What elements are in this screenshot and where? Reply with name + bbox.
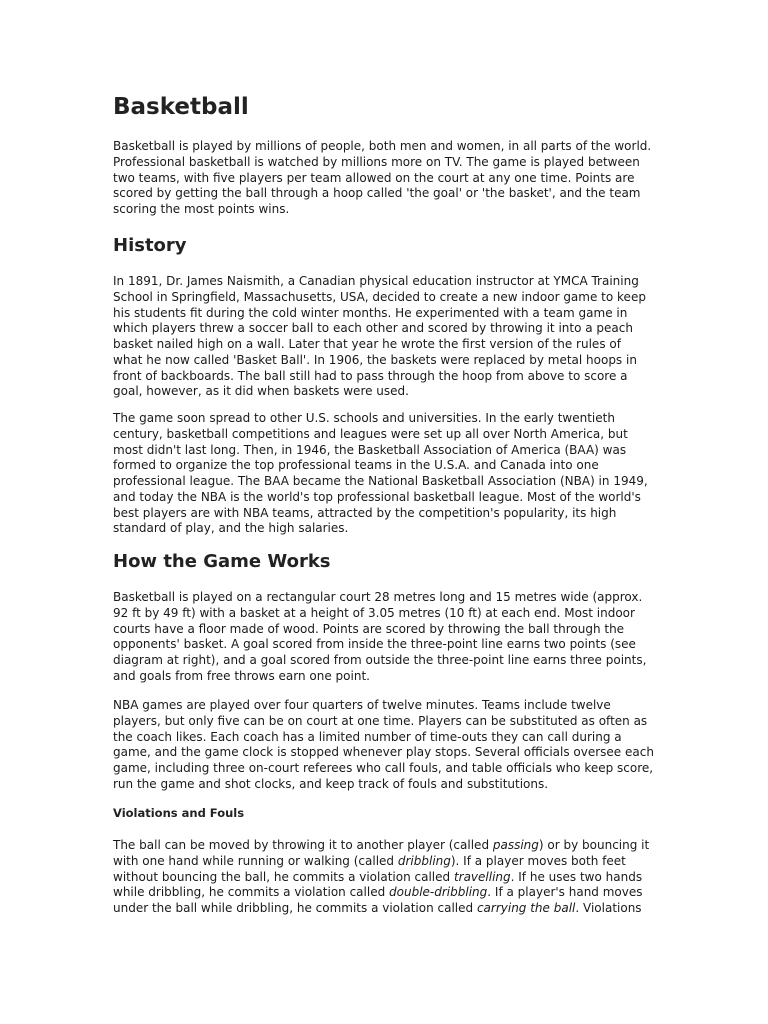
term-travelling: travelling	[453, 869, 511, 884]
how-the-game-works-heading: How the Game Works	[113, 551, 331, 572]
text-line: run the game and shot clocks, and keep track of fouls and substitutions.	[113, 776, 549, 791]
text-line: NBA games are played over four quarters of twelve minutes. Teams include twelve	[113, 698, 611, 712]
text-line: goal, however, as it did when baskets were used.	[113, 384, 409, 399]
text-run: ). If a player moves both feet	[450, 853, 626, 868]
text-line: his students fit during the cold winter months. He experimented with a team game in	[113, 305, 628, 320]
text-line: scoring the most points wins.	[113, 202, 290, 216]
text-line: scored by getting the ball through a hoop called 'the goal' or 'the basket', and the team	[113, 186, 641, 201]
text-line: Basketball is played on a rectangular court 28 metres long and 15 metres wide (approx.	[113, 590, 643, 604]
intro-paragraph	[113, 139, 658, 218]
text-line: professional league. The BAA became the National Basketball Association (NBA) in 1949,	[113, 474, 648, 488]
text-line: best players are with NBA teams, attracted by the competition's popularity, its high	[113, 505, 617, 520]
text-line: formed to organize the top professional teams in the U.S.A. and Canada into one	[113, 458, 599, 473]
text-run: . If a player's hand moves	[487, 885, 643, 900]
text-line: opponents' basket. A goal scored from inside the three-point line earns two points (see	[113, 637, 636, 652]
text-line	[113, 901, 658, 917]
text-line: which players threw a soccer ball to each other and scored by throwing it into a peach	[113, 321, 633, 336]
text-line: The game soon spread to other U.S. schools and universities. In the early twentieth	[113, 411, 615, 425]
text-line: the coach likes. Each coach has a limited number of time-outs they can call during a	[113, 729, 622, 744]
text-run: while dribbling, he commits a violation called	[113, 885, 390, 900]
text-line: Basketball is played by millions of people, both men and women, in all parts of the world.	[113, 139, 652, 153]
text-run: ) or by bouncing it	[538, 838, 650, 852]
text-line: two teams, with five players per team allowed on the court at any one time. Points are	[113, 170, 635, 185]
text-line: standard of play, and the high salaries.	[113, 521, 349, 536]
how-paragraph-2	[113, 698, 658, 793]
term-double-dribbling: double-dribbling	[389, 885, 488, 900]
page-title: Basketball	[113, 94, 249, 120]
text-run: . If he uses two hands	[510, 869, 643, 884]
text-line: game, and the game clock is stopped whenever play stops. Several officials oversee each	[113, 745, 654, 760]
history-paragraph-2	[113, 411, 658, 537]
history-paragraph-1	[113, 274, 658, 400]
text-line: and today the NBA is the world's top professional basketball league. Most of the world's	[113, 489, 641, 504]
term-carrying-the-ball: carrying the ball	[476, 901, 576, 915]
text-line: century, basketball competitions and leagues were set up all over North America, but	[113, 426, 628, 441]
text-line: In 1891, Dr. James Naismith, a Canadian physical education instructor at YMCA Training	[113, 274, 639, 288]
text-line: and goals from free throws earn one point.	[113, 668, 370, 683]
text-run: without bouncing the ball, he commits a violation called	[113, 869, 454, 884]
text-line: Professional basketball is watched by millions more on TV. The game is played between	[113, 154, 640, 169]
text-run: with one hand while running or walking (called	[113, 853, 398, 868]
term-dribbling: dribbling	[397, 853, 451, 868]
violations-paragraph	[113, 838, 658, 917]
text-line: courts have a floor made of wood. Points are scored by throwing the ball through the	[113, 621, 625, 636]
text-line	[113, 838, 658, 854]
text-run: . Violations	[575, 901, 642, 915]
text-line: players, but only five can be on court at one time. Players can be substituted as often as	[113, 713, 648, 728]
text-line: diagram at right), and a goal scored from outside the three-point line earns three points,	[113, 653, 647, 667]
text-line: front of backboards. The ball still had to pass through the hoop from above to score a	[113, 368, 628, 383]
text-line: game, including three on-court referees who call fouls, and table officials who keep score,	[113, 761, 654, 775]
text-run: under the ball while dribbling, he commits a violation called	[113, 901, 477, 915]
text-line	[113, 854, 658, 870]
term-passing: passing	[492, 838, 539, 852]
text-line	[113, 870, 658, 886]
text-run: The ball can be moved by throwing it to another player (called	[113, 838, 493, 852]
text-line: 92 ft by 49 ft) with a basket at a height of 3.05 metres (10 ft) at each end. Most indoor	[113, 605, 635, 620]
text-line: basket nailed high on a wall. Later that year he wrote the first version of the rules of	[113, 337, 621, 351]
history-heading: History	[113, 235, 187, 256]
how-paragraph-1	[113, 590, 658, 685]
text-line: what he now called 'Basket Ball'. In 1906, the baskets were replaced by metal hoops in	[113, 352, 637, 367]
text-line	[113, 885, 658, 901]
text-line: most didn't last long. Then, in 1946, the Basketball Association of America (BAA) was	[113, 442, 627, 457]
text-line: School in Springfield, Massachusetts, USA, decided to create a new indoor game to keep	[113, 289, 646, 304]
violations-and-fouls-heading: Violations and Fouls	[113, 806, 245, 820]
